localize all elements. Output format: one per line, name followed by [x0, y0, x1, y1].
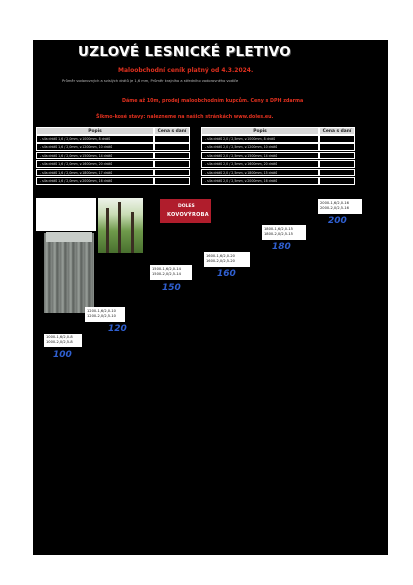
step-label-line: 1800-2,0/2,5-15 — [264, 232, 293, 237]
height-value: 180 — [272, 242, 291, 252]
height-value: 150 — [162, 283, 181, 293]
row-price — [319, 143, 355, 151]
row-desc: - síla drátů 1,6 / 2,0mm, v.1500mm, 14 drátů — [36, 152, 154, 160]
row-price — [154, 169, 190, 177]
step-label-line: 1800-1,6/2,0-15 — [264, 227, 293, 231]
step-label-line: 1500-1,6/2,0-14 — [152, 267, 181, 271]
height-value: 100 — [53, 350, 72, 360]
table-row — [201, 135, 355, 143]
row-price — [319, 152, 355, 160]
table-row — [36, 152, 190, 160]
height-value: 120 — [108, 324, 127, 334]
row-price — [319, 135, 355, 143]
row-price — [154, 152, 190, 160]
tree-trunk — [131, 212, 134, 253]
table-row — [201, 152, 355, 160]
logo-line1: DOLES — [178, 204, 195, 209]
height-value: 160 — [217, 269, 236, 279]
step-label — [46, 335, 73, 345]
step-label — [206, 254, 235, 264]
row-desc: - síla drátů 2,0 / 2,5mm, v.1200mm, 10 drátů — [201, 143, 319, 151]
logo-line2: KOVOVÝROBA — [167, 212, 209, 218]
step-label — [320, 201, 349, 211]
page-title: UZLOVÉ LESNICKÉ PLETIVO — [78, 44, 292, 60]
table-row — [36, 135, 190, 143]
product-photo-blank — [36, 198, 96, 231]
table-row — [201, 177, 355, 185]
row-desc: - síla drátů 2,0 / 2,5mm, v.2000mm, 16 drátů — [201, 177, 319, 185]
row-desc: - síla drátů 2,0 / 2,5mm, v.1500mm, 14 drátů — [201, 152, 319, 160]
table-row — [201, 169, 355, 177]
left-header-price: Cena s daní — [154, 127, 190, 135]
row-desc: - síla drátů 1,6 / 2,0mm, v.1600mm, 20 drátů — [36, 160, 154, 168]
table-row — [36, 143, 190, 151]
wire-description: Průměr vodorovných a svislých drátů je 1,6 mm, Průměr krajního a středního vodorovného vodiče — [62, 79, 239, 83]
table-row — [201, 143, 355, 151]
row-price — [154, 177, 190, 185]
row-desc: - síla drátů 2,0 / 2,5mm, v.1800mm, 15 drátů — [201, 169, 319, 177]
right-price-table — [201, 135, 355, 185]
website-note: Šikmo-kosé stavy: nalezneme na našich stránkách www.doles.eu. — [96, 115, 274, 120]
step-label — [87, 309, 116, 319]
row-desc: - síla drátů 1,6 / 2,0mm, v.1200mm, 10 drátů — [36, 143, 154, 151]
step-label-line: 1600-2,0/2,5-20 — [206, 259, 235, 264]
step-label-line: 2000-1,6/2,0-16 — [320, 201, 349, 205]
row-desc: - síla drátů 2,0 / 2,5mm, v.1600mm, 20 drátů — [201, 160, 319, 168]
row-price — [319, 169, 355, 177]
price-list-subtitle: Maloobchodní ceník platný od 4.3.2024. — [118, 67, 254, 74]
step-label-line: 2000-2,0/2,5-16 — [320, 206, 349, 211]
table-row — [36, 177, 190, 185]
table-row — [36, 160, 190, 168]
doles-logo — [160, 199, 211, 223]
step-label-line: 1500-2,0/2,5-14 — [152, 272, 181, 277]
left-header-desc: Popis — [36, 127, 154, 135]
tree-trunk — [106, 208, 109, 253]
table-row — [201, 160, 355, 168]
step-label-line: 1200-1,6/2,0-10 — [87, 309, 116, 313]
step-label — [152, 267, 181, 277]
step-label-line: 1000-1,6/2,0-8 — [46, 335, 73, 339]
row-price — [154, 143, 190, 151]
row-desc: - síla drátů 1,6 / 2,0mm, v.1800mm, 17 drátů — [36, 169, 154, 177]
row-desc: - síla drátů 2,0 / 2,5mm, v.1000mm, 8 drátů — [201, 135, 319, 143]
right-header-desc: Popis — [201, 127, 319, 135]
row-desc: - síla drátů 1,6 / 2,0mm, v.1000mm, 8 drátů — [36, 135, 154, 143]
row-price — [154, 135, 190, 143]
row-desc: - síla drátů 1,6 / 2,0mm, v.2000mm, 16 drátů — [36, 177, 154, 185]
step-label — [264, 227, 293, 237]
row-price — [319, 177, 355, 185]
step-label-line: 1600-1,6/2,0-20 — [206, 254, 235, 258]
table-row — [36, 169, 190, 177]
offer-note: Dáme až 10m, prodej maloobchodním kupcům. Ceny s DPH zdarma — [122, 99, 304, 104]
fence-roll-photo — [44, 233, 94, 313]
left-price-table — [36, 135, 190, 185]
step-label-line: 1200-2,0/2,5-10 — [87, 314, 116, 319]
step-label-line: 1000-2,0/2,5-8 — [46, 340, 73, 345]
row-price — [154, 160, 190, 168]
height-value: 200 — [328, 216, 347, 226]
forest-fence-photo — [98, 198, 143, 253]
row-price — [319, 160, 355, 168]
tree-trunk — [118, 202, 121, 253]
fence-roll-top — [46, 232, 92, 242]
right-header-price: Cena s daní — [319, 127, 355, 135]
